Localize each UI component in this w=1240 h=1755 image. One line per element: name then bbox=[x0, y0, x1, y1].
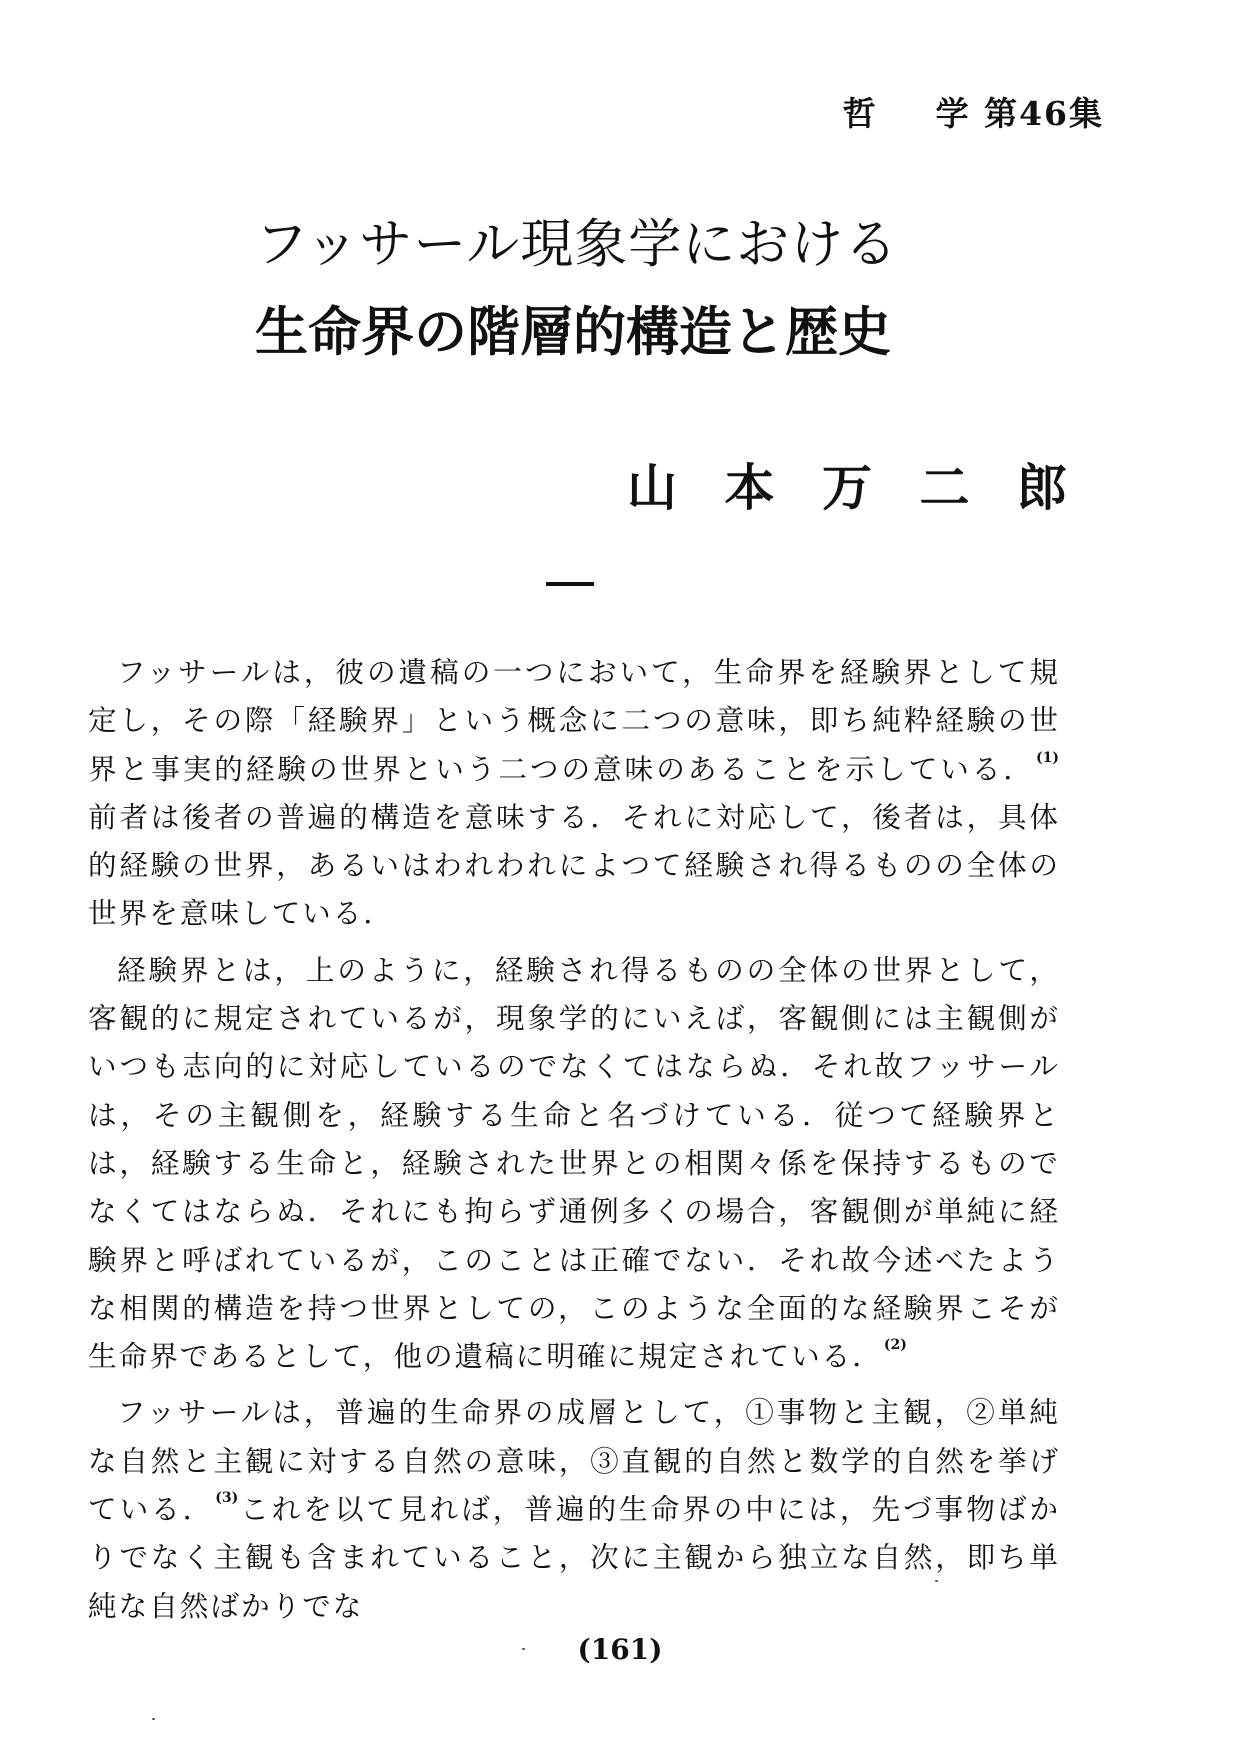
paragraph-text: これを以て見れば，普遍的生命界の中には，先づ事物ばかりでなく主観も含まれていること，次に主観から独立な自然，即ち単純な自然ばかりでな bbox=[88, 1492, 1060, 1623]
author-char: 郎 bbox=[1017, 458, 1067, 517]
paragraph-2 bbox=[88, 946, 1060, 1381]
footnote-ref-2[interactable]: (2) bbox=[883, 1337, 907, 1354]
scan-speck bbox=[152, 1718, 155, 1720]
author-char: 山 bbox=[627, 458, 677, 517]
paragraph-1 bbox=[88, 648, 1060, 938]
author-char: 万 bbox=[822, 458, 872, 517]
paragraph-text: フッサールは，彼の遺稿の一つにおいて，生命界を経験界として規定し，その際「経験界」という概念に二つの意味，即ち純粋経験の世界と事実的経験の世界という二つの意味のあることを示している． bbox=[88, 655, 1060, 786]
article-title-line-2: 生命界の階層的構造と歴史 bbox=[255, 301, 891, 363]
journal-name-char-1: 哲 bbox=[842, 94, 878, 133]
paragraph-text: フッサールは，普遍的生命界の成層として，①事物と主観，②単純な自然と主観に対する自然の意味，③直観的自然と数学的自然を挙げている． bbox=[88, 1395, 1060, 1527]
journal-header bbox=[843, 88, 1104, 135]
author-char: 二 bbox=[919, 458, 970, 517]
section-number bbox=[546, 582, 594, 586]
article-body bbox=[88, 648, 1060, 1638]
footnote-ref-1[interactable]: (1) bbox=[1036, 749, 1059, 766]
footnote-ref-3[interactable]: (3) bbox=[215, 1490, 239, 1507]
journal-name-char-2: 学 bbox=[935, 94, 971, 133]
paragraph-3 bbox=[88, 1388, 1060, 1629]
article-title-line-1: フッサール現象学における bbox=[255, 214, 899, 275]
paragraph-text: 経験界とは，上のように，経験され得るものの全体の世界として，客観的に規定されているが，現象学的にいえば，客観側には主観側がいつも志向的に対応しているのでなくてはならぬ．それ故フッサールは，その主観側を，経験する生命と名づけている．従つて経験界とは，経験する生命と，経験された世界との相関々係を保持するものでなくてはならぬ．それにも拘らず通例多くの場合，客観側が単純に経験界と呼ばれているが，このことは正確でない．それ故今述べたような相関的構造を持つ世界としての，このような全面的な経験界こそが生命界であるとして，他の遺稿に明確に規定されている． bbox=[88, 952, 1060, 1374]
author-name bbox=[627, 448, 1067, 520]
scan-speck bbox=[522, 1648, 525, 1650]
paragraph-text: 前者は後者の普遍的構造を意味する．それに対応して，後者は，具体的経験の世界，あるいはわれわれによつて経験され得るものの全体の世界を意味している． bbox=[88, 799, 1060, 931]
journal-volume: 第46集 bbox=[984, 94, 1104, 133]
page-number: (161) bbox=[577, 1633, 663, 1666]
author-char: 本 bbox=[724, 458, 775, 517]
scan-speck bbox=[935, 1580, 938, 1582]
